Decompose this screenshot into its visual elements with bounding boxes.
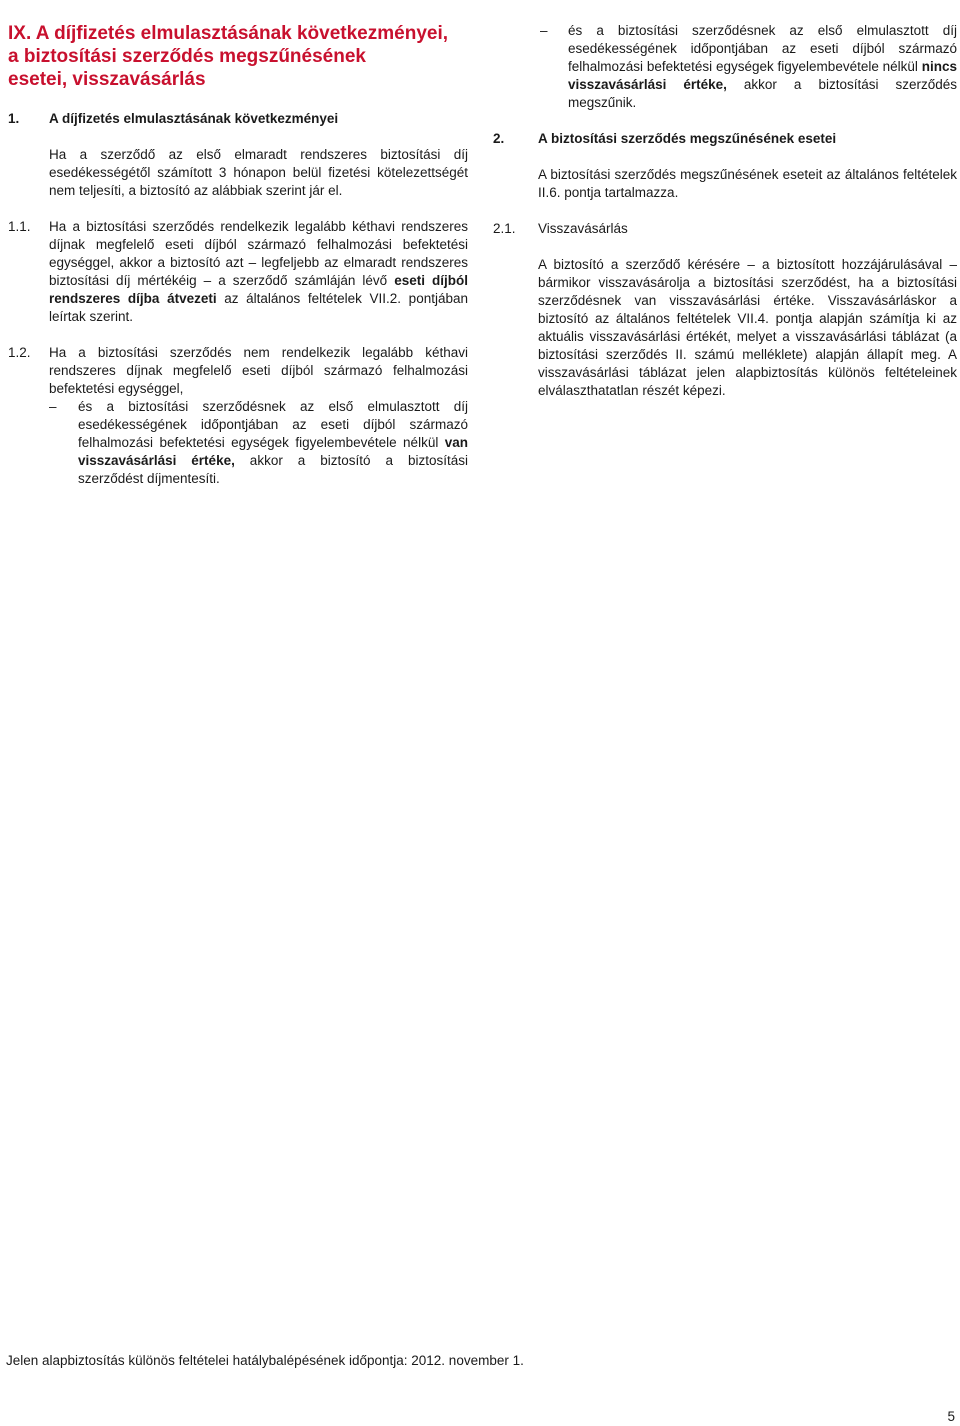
left-column	[8, 110, 468, 488]
section-1-number: 1.	[8, 111, 20, 126]
right-item-text-bold: nincs visszavásárlási értéke,	[568, 59, 957, 92]
subsection-2-1-heading	[493, 220, 957, 238]
subsection-1-1-text	[49, 218, 468, 326]
section-1-intro-block	[8, 146, 468, 200]
section-2-heading	[493, 130, 957, 148]
subsection-1-2-list-item	[49, 398, 468, 488]
right-item-text-b: akkor a biztosítási szerződés megszűnik.	[568, 77, 958, 110]
subsection-1-1-text-a: Ha a biztosítási szerződés rendelkezik legalább kéthavi rendszeres díjnak megfelelő eseti díjból származó felhalmozási befektetési egységgel, akkor a biztosító azt – legfeljebb az elmaradt rendszeres biztosítási díj mértékéig – a szerződő számláján lévő	[49, 219, 468, 288]
subsection-1-2-number: 1.2.	[8, 345, 31, 360]
section-2-text: A biztosítási szerződés megszűnésének eseteit az általános feltételek II.6. pontja tartalmazza.	[538, 167, 957, 200]
section-1-title: A díjfizetés elmulasztásának következményei	[49, 111, 339, 126]
subsection-2-1-number: 2.1.	[493, 221, 516, 236]
page-title-line-2: a biztosítási szerződés megszűnésének	[8, 46, 366, 67]
subsection-2-1-text-block	[493, 256, 957, 400]
page-number: 5	[947, 1409, 955, 1424]
right-item-text-a: és a biztosítási szerződésnek az első elmulasztott díj esedékességének időpontjában az eseti díjból származó felhalmozási befektetési egységek figyelembevétele nélkül	[568, 23, 957, 74]
subsection-1-2-text: Ha a biztosítási szerződés nem rendelkezik legalább kéthavi rendszeres díjnak megfelelő eseti díjból származó felhalmozási befektetési egységgel,	[49, 345, 468, 396]
subsection-1-2-item-text-b: akkor a biztosító a biztosítási szerződést díjmentesíti.	[78, 453, 468, 486]
page-title	[8, 22, 478, 91]
subsection-1-1	[8, 218, 468, 326]
page-title-line-3: esetei, visszavásárlás	[8, 69, 206, 90]
subsection-1-1-text-bold: eseti díjból rendszeres díjba átvezeti	[49, 273, 469, 306]
list-dash: –	[49, 399, 57, 414]
subsection-1-2-item-text-a: és a biztosítási szerződésnek az első elmulasztott díj esedékességének időpontjában az eseti díjból származó felhalmozási befektetési egységek figyelembevétele nélkül	[78, 399, 468, 450]
section-2-number: 2.	[493, 131, 505, 146]
subsection-2-1-text: A biztosító a szerződő kérésére – a biztosított hozzájárulásával – bármikor visszavásárolja a biztosítási szerződést, ha a biztosítási szerződésnek van visszavásárlási értéke. Visszavásárláskor a biztosító az általános feltételek VII.4. pontja alapján számítja ki az aktuális visszavásárlási értékét, melyet a visszavásárlási táblázat (a biztosítási szerződés II. számú melléklete) alapján állapít meg. A visszavásárlási táblázat jelen alapbiztosítás különös feltételeinek elválaszthatatlan részét képezi.	[538, 257, 957, 398]
subsection-1-2-item-text	[78, 398, 468, 488]
subsection-2-1-title: Visszavásárlás	[538, 221, 628, 236]
list-dash: –	[540, 23, 548, 38]
right-continued-item-text	[568, 22, 957, 112]
subsection-1-2	[8, 344, 468, 488]
subsection-1-2-item-text-bold: van visszavásárlási értéke,	[78, 435, 468, 468]
page-title-line-1: IX. A díjfizetés elmulasztásának következményei,	[8, 23, 449, 44]
section-2-text-block	[493, 166, 957, 202]
section-1-heading	[8, 110, 468, 128]
subsection-1-1-text-b: az általános feltételek VII.2. pontjában leírtak szerint.	[49, 291, 468, 324]
right-continued-item	[493, 22, 957, 112]
section-1-intro: Ha a szerződő az első elmaradt rendszeres biztosítási díj esedékességétől számított 3 hónapon belül fizetési kötelezettségét nem teljesíti, a biztosító az alábbiak szerint jár el.	[49, 147, 468, 198]
subsection-1-1-number: 1.1.	[8, 219, 31, 234]
effective-date-note: Jelen alapbiztosítás különös feltételei hatálybalépésének időpontja: 2012. november 1.	[6, 1353, 524, 1368]
right-column	[493, 22, 957, 400]
section-2-title: A biztosítási szerződés megszűnésének esetei	[538, 131, 837, 146]
